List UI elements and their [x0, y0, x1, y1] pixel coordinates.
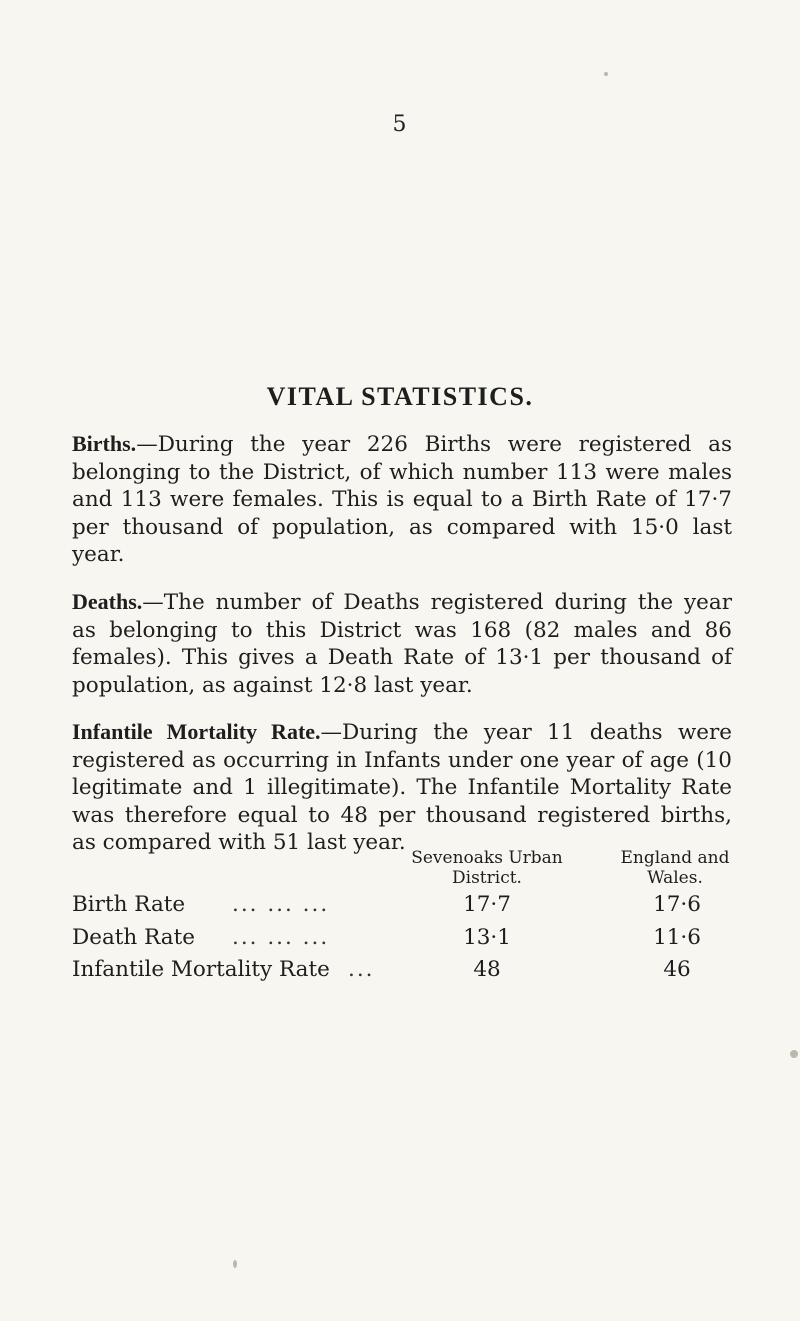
- infantile-paragraph: [72, 718, 732, 857]
- leader-dots: ... ... ...: [232, 892, 330, 917]
- england-value: 11·6: [653, 925, 701, 950]
- deaths-lead: Deaths.: [72, 589, 143, 614]
- paper-speck: [790, 1050, 798, 1058]
- deaths-text: —The number of Deaths registered during the year as belonging to this District was 168 (82 males and 86 females). This gives a Death Rate of 13·1 per thousand of population, as against 12·8 last year.: [72, 590, 732, 698]
- row-label: Infantile Mortality Rate: [72, 957, 330, 982]
- table-row-infantile-mortality: [72, 955, 752, 985]
- sevenoaks-value: 13·1: [463, 925, 511, 950]
- column-header-line: England and: [620, 848, 730, 868]
- sevenoaks-value: 17·7: [463, 892, 511, 917]
- england-value: 17·6: [653, 892, 701, 917]
- leader-dots: ...: [348, 957, 375, 982]
- column-header-line: Sevenoaks Urban: [411, 848, 563, 868]
- paper-speck: [233, 1260, 237, 1268]
- leader-dots: ... ... ...: [232, 925, 330, 950]
- paper-speck: [604, 72, 608, 76]
- column-header-england: [590, 848, 760, 888]
- deaths-paragraph: [72, 588, 732, 699]
- infantile-lead: Infantile Mortality Rate.: [72, 719, 321, 744]
- table-row-birth-rate: [72, 890, 752, 920]
- births-paragraph: [72, 430, 732, 569]
- column-header-sevenoaks: [387, 848, 587, 888]
- column-header-line: Wales.: [647, 868, 703, 888]
- section-heading: VITAL STATISTICS.: [266, 382, 534, 411]
- row-label: Death Rate: [72, 925, 195, 950]
- births-lead: Births.: [72, 431, 137, 456]
- births-text: —During the year 226 Births were registered as belonging to the District, of which number 113 were males and 113 were females. This is equal to a Birth Rate of 17·7 per thousand of population, as compared with 15·0 last year.: [72, 432, 732, 567]
- sevenoaks-value: 48: [473, 957, 501, 982]
- row-label: Birth Rate: [72, 892, 186, 917]
- england-value: 46: [663, 957, 691, 982]
- table-row-death-rate: [72, 923, 752, 953]
- column-header-line: District.: [452, 868, 522, 888]
- infantile-text: —During the year 11 deaths were registered as occurring in Infants under one year of age (10 legitimate and 1 illegitimate). The Infantile Mortality Rate was therefore equal to 48 per thousand registered births, as compared with 51 last year.: [72, 720, 732, 855]
- page-number: 5: [392, 112, 408, 137]
